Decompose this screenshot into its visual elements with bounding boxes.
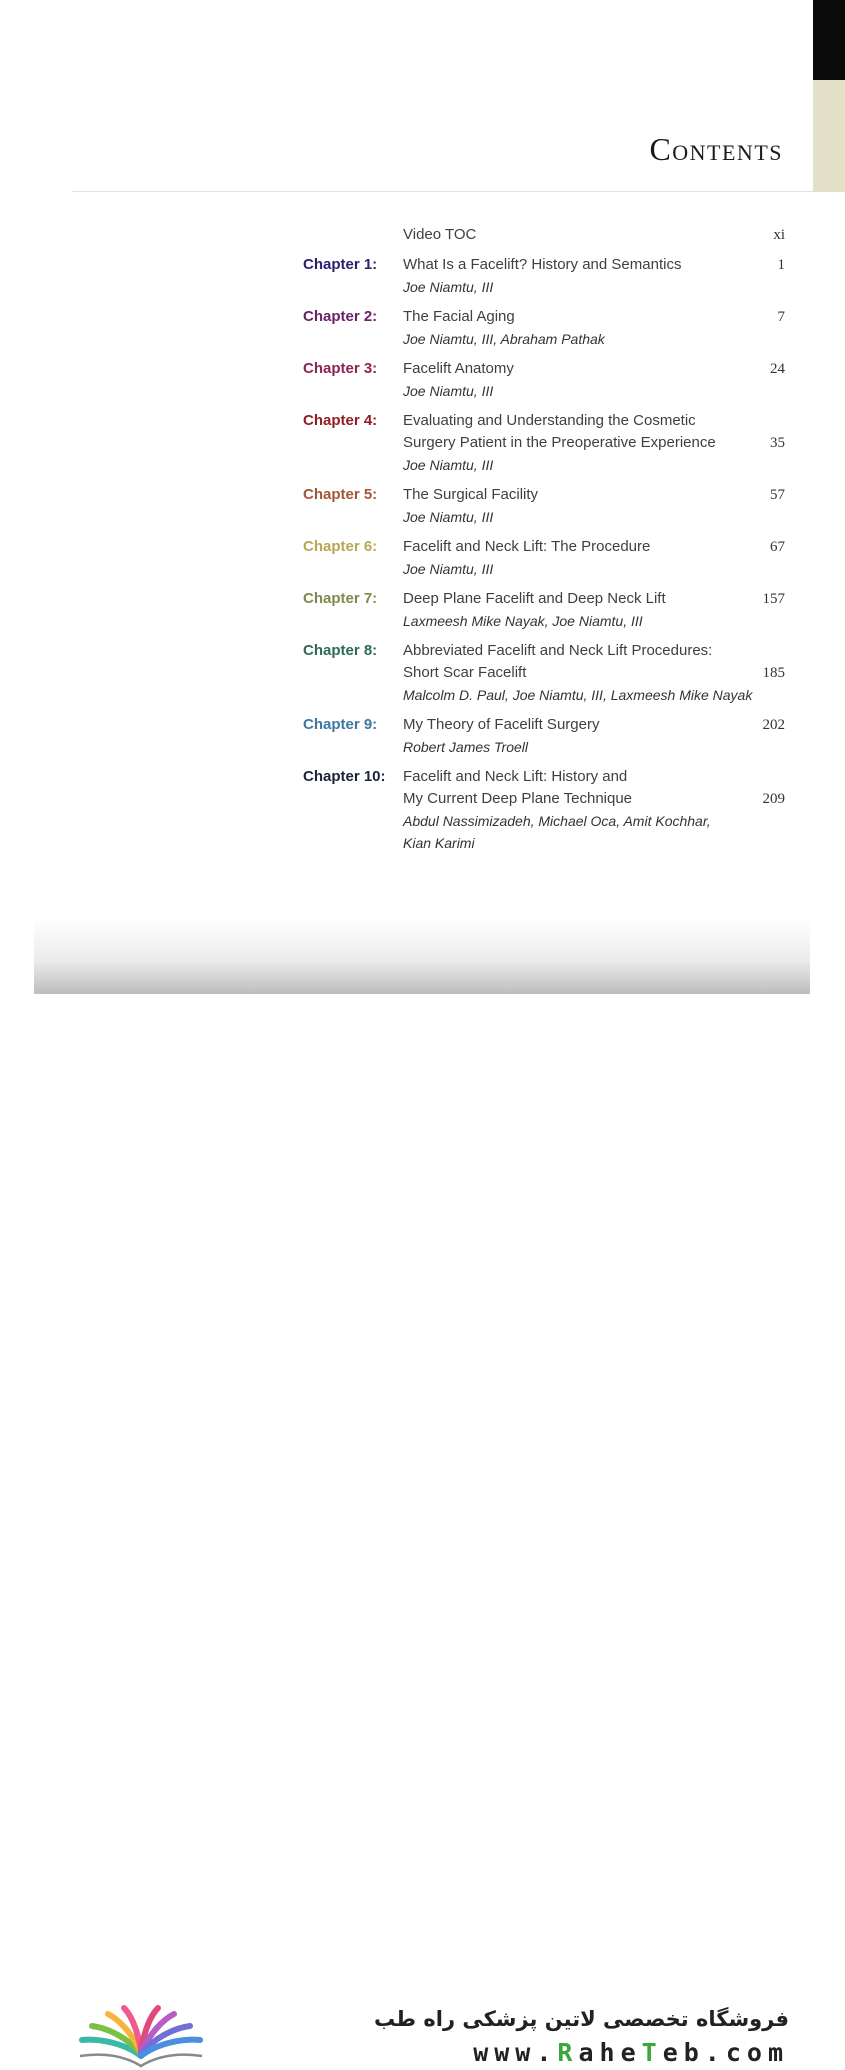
chapter-title: The Facial Aging	[403, 308, 515, 325]
title-divider	[72, 191, 813, 192]
toc-entry-title: Video TOC	[403, 226, 477, 243]
page-tab-beige	[813, 80, 845, 192]
chapter-title: What Is a Facelift? History and Semantics	[403, 256, 682, 273]
chapter-label: Chapter 10:	[303, 768, 386, 785]
url-part: eb.com	[662, 2038, 789, 2067]
chapter-title: Facelift Anatomy	[403, 360, 514, 377]
chapter-page-number: 7	[777, 309, 785, 325]
chapter-authors: Joe Niamtu, III	[403, 279, 494, 295]
chapter-page-number: 57	[770, 487, 785, 503]
chapter-title: My Current Deep Plane Technique	[403, 790, 633, 807]
chapter-title: Evaluating and Understanding the Cosmetic	[403, 412, 696, 429]
chapter-title: Short Scar Facelift	[403, 664, 527, 681]
chapter-label: Chapter 7:	[303, 590, 378, 607]
chapter-authors: Joe Niamtu, III	[403, 561, 494, 577]
chapter-page-number: 35	[770, 435, 785, 451]
chapter-page-number: 209	[762, 791, 785, 807]
chapter-title: Facelift and Neck Lift: History and	[403, 768, 628, 785]
chapter-page-number: 24	[770, 361, 785, 377]
chapter-label: Chapter 8:	[303, 642, 378, 659]
chapter-authors: Joe Niamtu, III	[403, 383, 494, 399]
chapter-label: Chapter 1:	[303, 256, 378, 273]
toc-entry-page: xi	[773, 227, 785, 243]
page-title: Contents	[649, 131, 783, 167]
url-part: ahe	[578, 2038, 642, 2067]
url-part: www.	[473, 2038, 558, 2067]
chapter-page-number: 185	[762, 665, 785, 681]
chapter-page-number: 157	[762, 591, 785, 607]
chapter-label: Chapter 3:	[303, 360, 378, 377]
chapter-authors: Joe Niamtu, III	[403, 457, 494, 473]
chapter-page-number: 67	[770, 539, 785, 555]
page-bottom-shadow	[34, 918, 810, 994]
chapter-authors: Malcolm D. Paul, Joe Niamtu, III, Laxmeesh Mike Nayak	[403, 687, 753, 703]
chapter-authors: Joe Niamtu, III	[403, 509, 494, 525]
chapter-page-number: 1	[777, 257, 785, 273]
watermark-footer	[0, 994, 845, 2067]
chapter-label: Chapter 2:	[303, 308, 378, 325]
chapter-title: The Surgical Facility	[403, 486, 539, 503]
chapter-label: Chapter 6:	[303, 538, 378, 555]
chapter-page-number: 202	[762, 717, 785, 733]
store-name-persian: فروشگاه تخصصی لاتین پزشکی راه طب	[374, 2007, 789, 2031]
chapter-title: Surgery Patient in the Preoperative Experience	[403, 434, 716, 451]
url-part-accent: T	[641, 2038, 663, 2067]
chapter-label: Chapter 4:	[303, 412, 378, 429]
chapter-title: Deep Plane Facelift and Deep Neck Lift	[403, 590, 666, 607]
url-part-accent: R	[557, 2038, 579, 2067]
chapter-label: Chapter 9:	[303, 716, 378, 733]
chapter-label: Chapter 5:	[303, 486, 378, 503]
chapter-title: Facelift and Neck Lift: The Procedure	[403, 538, 651, 555]
store-url[interactable]	[473, 2038, 789, 2067]
page-tab-black	[813, 0, 845, 80]
chapter-title: Abbreviated Facelift and Neck Lift Procedures:	[403, 642, 713, 659]
chapter-authors: Abdul Nassimizadeh, Michael Oca, Amit Kochhar,	[403, 813, 711, 829]
open-book-rainbow-icon	[78, 2004, 204, 2070]
chapter-title: My Theory of Facelift Surgery	[403, 716, 600, 733]
chapter-authors: Robert James Troell	[403, 739, 529, 755]
chapter-authors: Joe Niamtu, III, Abraham Pathak	[403, 331, 605, 347]
chapter-authors: Kian Karimi	[403, 835, 475, 851]
chapter-authors: Laxmeesh Mike Nayak, Joe Niamtu, III	[403, 613, 643, 629]
